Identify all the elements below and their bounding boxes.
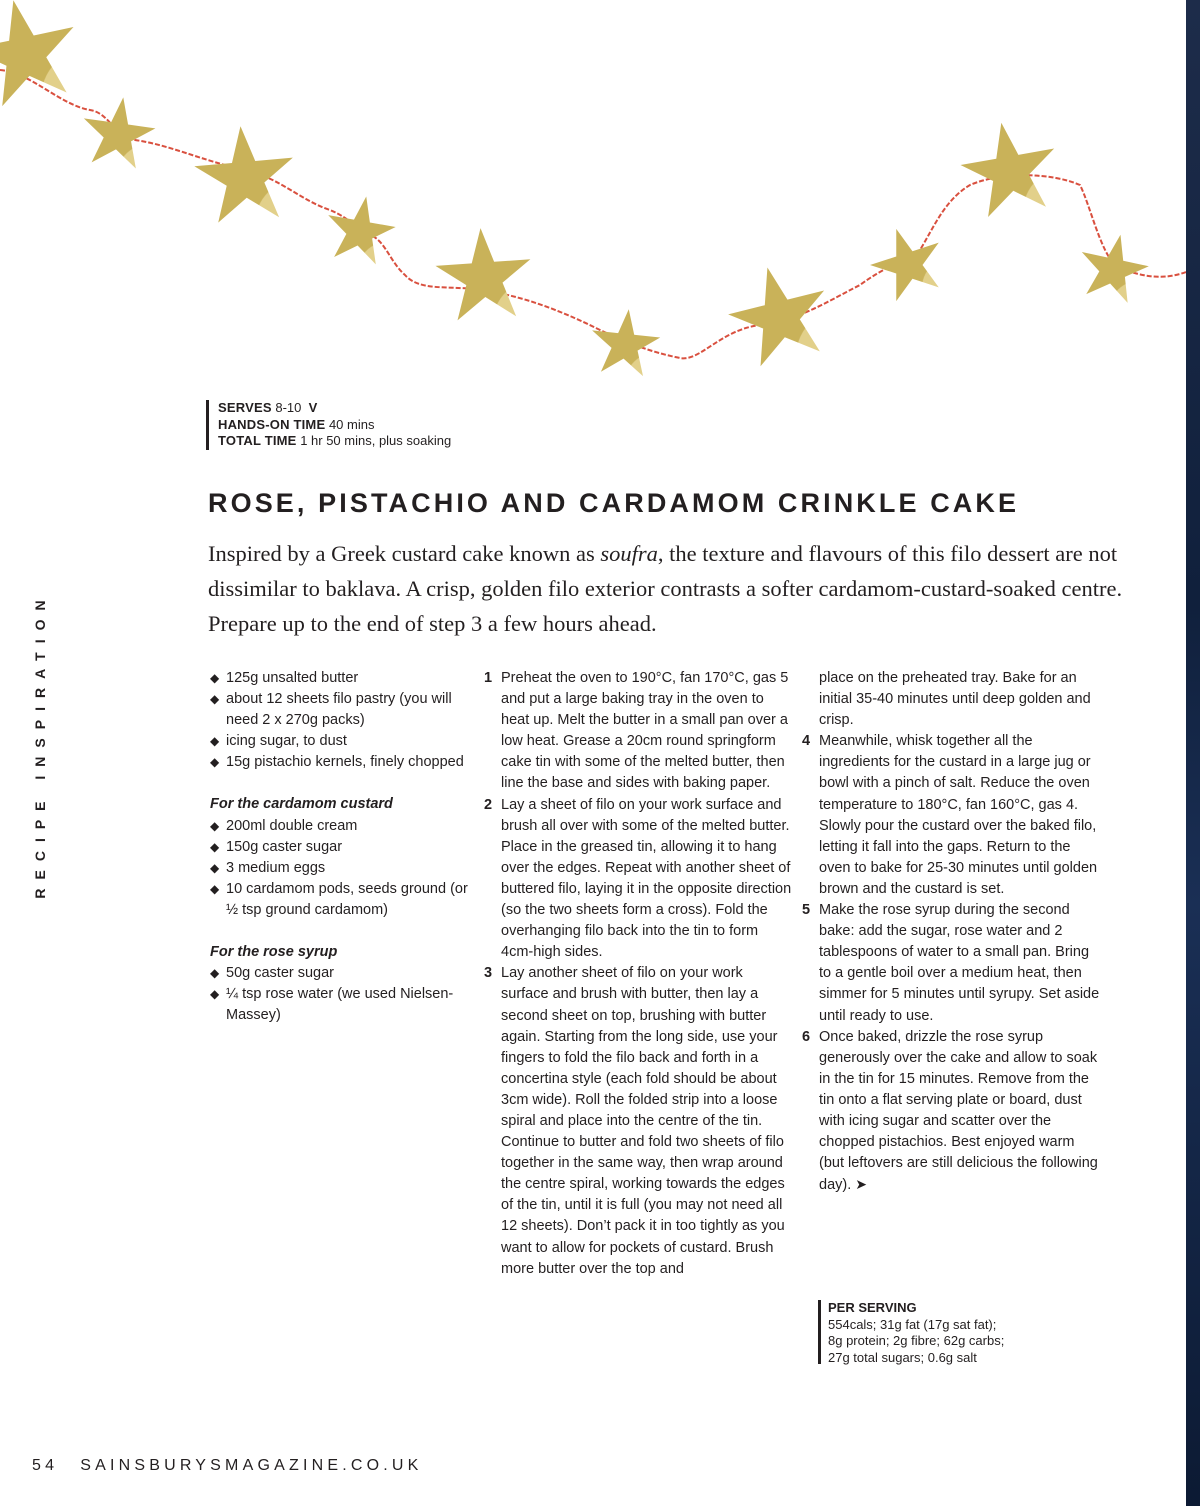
step-text: Lay a sheet of filo on your work surface and brush all over with some of the melted butter. Place in the greased tin, allowing it to hang over the edges. Repeat with another sheet of buttered filo, laying it in the opposite direction (so the two sheets form a cross). Fold the overhanging filo back into the tin to form 4cm-high sides. (501, 796, 792, 961)
method-steps-list (484, 668, 794, 1280)
main-ingredients-list (210, 668, 472, 773)
gold-star-icon (954, 115, 1063, 221)
gold-star-icon (433, 225, 534, 322)
intro-text-after: , the texture and flavours of this filo dessert are not dissimilar to baklava. A crisp, golden filo exterior contrasts a softer cardamom-custard-soaked centre. Prepare up to the end of step 3 a few hours ahead. (208, 541, 1123, 636)
diamond-bullet-icon: ◆ (210, 818, 220, 833)
ingredient-item: ◆ 200ml double cream (210, 816, 472, 837)
magazine-website: SAINSBURYSMAGAZINE.CO.UK (80, 1457, 423, 1474)
ingredient-item: ◆ about 12 sheets filo pastry (you will need 2 x 270g packs) (210, 691, 452, 729)
nutrition-line: 27g total sugars; 0.6g salt (828, 1349, 977, 1365)
nutrition-line: 8g protein; 2g fibre; 62g carbs; (828, 1333, 1005, 1348)
page-footer (32, 1457, 423, 1475)
step-text: Meanwhile, whisk together all the ingredients for the custard in a large jug or bowl with a pinch of salt. Reduce the oven temperature to 180°C, fan 160°C, gas 4. Slowly pour the custard over the baked filo, letting it fall into the gaps. Return to the oven to bake for 25-30 minutes until golden brown and the custard is set. (819, 733, 1098, 897)
step-number: 4 (802, 733, 811, 750)
ingredient-item: ◆ 50g caster sugar (210, 963, 472, 984)
diamond-bullet-icon: ◆ (210, 755, 220, 770)
step-number: 1 (484, 670, 493, 686)
syrup-subheading: For the rose syrup (210, 944, 338, 961)
step-number: 2 (484, 796, 493, 813)
ingredient-item: ◆ 125g unsalted butter (210, 668, 472, 689)
gold-star-icon (321, 191, 400, 267)
step-text: Lay another sheet of filo on your work surface and brush with butter, then lay a second sheet on top, brushing with butter again. Starting from the long side, use your fingers to fold the filo back and forth in a concertina style (each fold should be about 3cm wide). Roll the folded strip into a loose spiral and place into the centre of the tin. Continue to butter and fold two sheets of filo together in the same way, then wrap around the centre spiral, working towards the edges of the tin, until it is full (you may not need all 12 sheets). Don’t pack it in too tightly as you want to allow for pockets of custard. Brush more butter over the top and (501, 965, 785, 1277)
diamond-bullet-icon: ◆ (210, 734, 220, 749)
custard-subheading: For the cardamom custard (210, 796, 393, 813)
hands-on-value: 40 mins (328, 416, 375, 432)
gold-star-icon (719, 256, 838, 371)
ingredients-column (210, 668, 472, 1026)
adjacent-page-edge (1186, 0, 1200, 1506)
method-steps-list (802, 731, 1102, 1196)
step-text: Make the rose syrup during the second bake: add the sugar, rose water and 2 tablespoons of water to a small pan. Bring to a gentle boil over a medium heat, then simmer for 5 minutes until syrupy. Set aside until ready to use. (819, 902, 1100, 1024)
ingredient-item: ◆ 3 medium eggs (210, 858, 472, 879)
page-number: 54 (32, 1457, 59, 1474)
step-number: 6 (802, 1028, 811, 1045)
hands-on-label: HANDS-ON TIME (218, 416, 326, 432)
per-serving-label: PER SERVING (828, 1300, 917, 1315)
method-step (802, 731, 1102, 900)
step-number: 3 (484, 965, 493, 982)
gold-star-icon (588, 306, 663, 378)
diamond-bullet-icon: ◆ (210, 860, 220, 875)
star-garland-illustration (0, 0, 1186, 390)
intro-italic-term: soufra (600, 541, 658, 566)
continue-arrow-icon: ➤ (855, 1176, 867, 1193)
method-step (802, 900, 1102, 1027)
recipe-intro (208, 536, 1158, 641)
ingredient-item: ◆ 15g pistachio kernels, finely chopped (210, 752, 472, 773)
method-column-2 (802, 668, 1102, 1196)
step-continuation: place on the preheated tray. Bake for an initial 35-40 minutes until deep golden and crisp. (819, 670, 1091, 729)
gold-star-icon (191, 122, 298, 224)
twine-icon (0, 70, 1186, 358)
gold-star-icon (0, 0, 87, 110)
ingredient-item: ◆ icing sugar, to dust (210, 731, 472, 752)
step-text: Once baked, drizzle the rose syrup generously over the cake and allow to soak in the tin for 15 minutes. Remove from the tin onto a flat serving plate or board, dust with icing sugar and scatter over the chopped pistachios. Best enjoyed warm (but leftovers are still delicious the following day). (819, 1028, 1098, 1194)
per-serving-nutrition (818, 1300, 1004, 1364)
step-text: Preheat the oven to 190°C, fan 170°C, gas 5 and put a large baking tray in the oven to heat up. Melt the butter in a small pan over a low heat. Grease a 20cm round springform cake tin with some of the melted butter, then line the base and sides with baking paper. (501, 670, 789, 792)
total-time-label: TOTAL TIME (218, 433, 297, 448)
step-number: 5 (802, 902, 811, 919)
recipe-meta (206, 400, 451, 450)
diamond-bullet-icon: ◆ (210, 881, 220, 896)
diamond-bullet-icon: ◆ (210, 692, 220, 707)
method-step (484, 795, 794, 964)
ingredient-item: ◆ ¼ tsp rose water (we used Nielsen-Massey) (210, 986, 454, 1024)
syrup-ingredients-list (210, 963, 472, 1026)
serves-value: 8-10 (275, 400, 302, 415)
gold-star-icon (1073, 228, 1154, 306)
method-step (484, 963, 794, 1279)
diamond-bullet-icon: ◆ (210, 671, 220, 685)
ingredient-item: ◆ 10 cardamom pods, seeds ground (or ½ tsp ground cardamom) (210, 880, 468, 918)
ingredient-item: ◆ 150g caster sugar (210, 837, 472, 858)
total-time-value: 1 hr 50 mins, plus soaking (300, 433, 452, 448)
diamond-bullet-icon: ◆ (210, 839, 220, 854)
method-step (802, 1027, 1102, 1197)
recipe-title: ROSE, PISTACHIO AND CARDAMOM CRINKLE CAKE (208, 488, 1020, 518)
method-column-1 (484, 668, 794, 1280)
method-step (484, 668, 794, 795)
nutrition-line: 554cals; 31g fat (17g sat fat); (828, 1316, 997, 1332)
gold-star-icon (862, 218, 952, 306)
intro-text-before: Inspired by a Greek custard cake known as (208, 541, 601, 566)
diamond-bullet-icon: ◆ (210, 966, 220, 981)
diamond-bullet-icon: ◆ (210, 987, 220, 1002)
serves-label: SERVES (218, 400, 272, 415)
vegetarian-mark: V (308, 400, 318, 415)
gold-star-icon (78, 92, 159, 170)
custard-ingredients-list (210, 816, 472, 921)
